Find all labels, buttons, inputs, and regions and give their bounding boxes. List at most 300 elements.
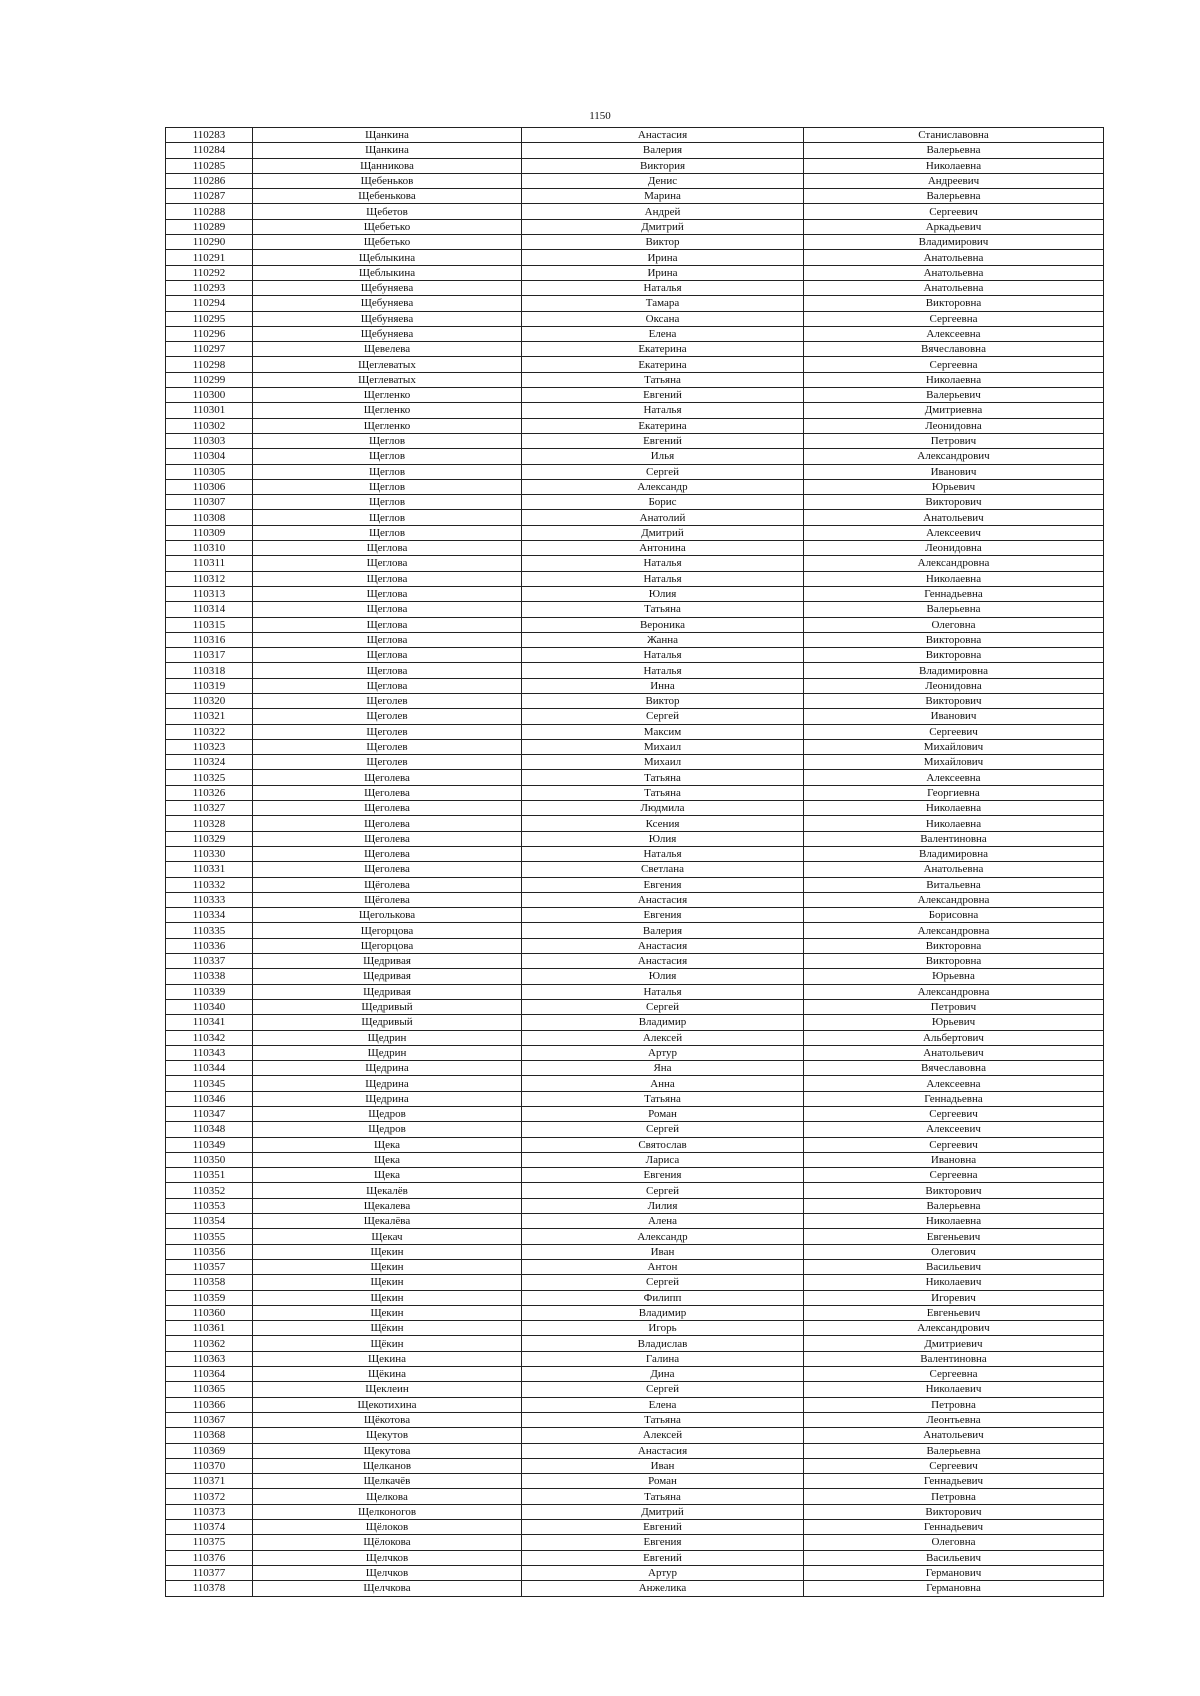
- table-row: [166, 357, 1104, 372]
- first-name-cell: Анастасия: [522, 128, 804, 143]
- surname-cell: Щедров: [253, 1122, 522, 1137]
- table-row: [166, 1107, 1104, 1122]
- record-number-cell: 110298: [166, 357, 253, 372]
- first-name-cell: Наталья: [522, 846, 804, 861]
- patronymic-cell: Николаевна: [804, 158, 1104, 173]
- surname-cell: Щёкина: [253, 1367, 522, 1382]
- first-name-cell: Наталья: [522, 984, 804, 999]
- record-number-cell: 110332: [166, 877, 253, 892]
- first-name-cell: Наталья: [522, 403, 804, 418]
- surname-cell: Щеглов: [253, 525, 522, 540]
- first-name-cell: Артур: [522, 1045, 804, 1060]
- patronymic-cell: Валерьевна: [804, 143, 1104, 158]
- record-number-cell: 110325: [166, 770, 253, 785]
- record-number-cell: 110307: [166, 495, 253, 510]
- surname-cell: Щёкотова: [253, 1412, 522, 1427]
- table-row: [166, 464, 1104, 479]
- first-name-cell: Инна: [522, 678, 804, 693]
- first-name-cell: Виктор: [522, 693, 804, 708]
- first-name-cell: Евгения: [522, 877, 804, 892]
- surname-cell: Щедривая: [253, 969, 522, 984]
- surname-cell: Щанникова: [253, 158, 522, 173]
- first-name-cell: Денис: [522, 173, 804, 188]
- patronymic-cell: Владимировна: [804, 846, 1104, 861]
- first-name-cell: Евгения: [522, 908, 804, 923]
- first-name-cell: Евгений: [522, 1550, 804, 1565]
- table-row: [166, 1076, 1104, 1091]
- record-number-cell: 110290: [166, 235, 253, 250]
- patronymic-cell: Олегович: [804, 1244, 1104, 1259]
- first-name-cell: Сергей: [522, 999, 804, 1014]
- record-number-cell: 110346: [166, 1091, 253, 1106]
- patronymic-cell: Борисовна: [804, 908, 1104, 923]
- record-number-cell: 110354: [166, 1214, 253, 1229]
- record-number-cell: 110297: [166, 342, 253, 357]
- table-row: [166, 158, 1104, 173]
- patronymic-cell: Сергеевна: [804, 1168, 1104, 1183]
- record-number-cell: 110324: [166, 755, 253, 770]
- table-row: [166, 1458, 1104, 1473]
- patronymic-cell: Вячеславовна: [804, 1061, 1104, 1076]
- record-number-cell: 110363: [166, 1351, 253, 1366]
- table-row: [166, 1259, 1104, 1274]
- record-number-cell: 110348: [166, 1122, 253, 1137]
- surname-cell: Щеголев: [253, 724, 522, 739]
- table-row: [166, 1336, 1104, 1351]
- first-name-cell: Наталья: [522, 556, 804, 571]
- patronymic-cell: Станиславовна: [804, 128, 1104, 143]
- table-row: [166, 1382, 1104, 1397]
- surname-cell: Щекин: [253, 1244, 522, 1259]
- record-number-cell: 110315: [166, 617, 253, 632]
- first-name-cell: Сергей: [522, 1382, 804, 1397]
- table-row: [166, 785, 1104, 800]
- patronymic-cell: Юрьевич: [804, 479, 1104, 494]
- first-name-cell: Светлана: [522, 862, 804, 877]
- patronymic-cell: Анатольевна: [804, 265, 1104, 280]
- record-number-cell: 110369: [166, 1443, 253, 1458]
- surname-cell: Щеголев: [253, 693, 522, 708]
- patronymic-cell: Алексеевна: [804, 770, 1104, 785]
- surname-cell: Щекина: [253, 1351, 522, 1366]
- table-row: [166, 892, 1104, 907]
- first-name-cell: Евгений: [522, 388, 804, 403]
- record-number-cell: 110372: [166, 1489, 253, 1504]
- surname-cell: Щеголев: [253, 709, 522, 724]
- first-name-cell: Алексей: [522, 1428, 804, 1443]
- patronymic-cell: Сергеевич: [804, 1458, 1104, 1473]
- patronymic-cell: Иванович: [804, 464, 1104, 479]
- first-name-cell: Дмитрий: [522, 219, 804, 234]
- patronymic-cell: Сергеевна: [804, 357, 1104, 372]
- table-row: [166, 846, 1104, 861]
- table-row: [166, 816, 1104, 831]
- surname-cell: Щекотихина: [253, 1397, 522, 1412]
- patronymic-cell: Юрьевна: [804, 969, 1104, 984]
- first-name-cell: Александр: [522, 479, 804, 494]
- record-number-cell: 110349: [166, 1137, 253, 1152]
- record-number-cell: 110293: [166, 280, 253, 295]
- first-name-cell: Татьяна: [522, 602, 804, 617]
- record-number-cell: 110367: [166, 1412, 253, 1427]
- record-number-cell: 110329: [166, 831, 253, 846]
- table-row: [166, 418, 1104, 433]
- patronymic-cell: Алексеевна: [804, 1076, 1104, 1091]
- record-number-cell: 110299: [166, 372, 253, 387]
- patronymic-cell: Анатольевич: [804, 510, 1104, 525]
- table-row: [166, 250, 1104, 265]
- surname-cell: Щека: [253, 1152, 522, 1167]
- first-name-cell: Виктория: [522, 158, 804, 173]
- table-row: [166, 204, 1104, 219]
- first-name-cell: Артур: [522, 1565, 804, 1580]
- surname-cell: Щеголева: [253, 801, 522, 816]
- patronymic-cell: Викторовна: [804, 296, 1104, 311]
- table-row: [166, 388, 1104, 403]
- record-number-cell: 110284: [166, 143, 253, 158]
- record-number-cell: 110340: [166, 999, 253, 1014]
- patronymic-cell: Анатольевна: [804, 862, 1104, 877]
- first-name-cell: Андрей: [522, 204, 804, 219]
- surname-cell: Щедривый: [253, 1015, 522, 1030]
- patronymic-cell: Николаевна: [804, 801, 1104, 816]
- first-name-cell: Антон: [522, 1259, 804, 1274]
- surname-cell: Щеглова: [253, 541, 522, 556]
- record-number-cell: 110347: [166, 1107, 253, 1122]
- table-row: [166, 1244, 1104, 1259]
- table-row: [166, 663, 1104, 678]
- table-row: [166, 1428, 1104, 1443]
- surname-cell: Щедривая: [253, 954, 522, 969]
- first-name-cell: Евгений: [522, 433, 804, 448]
- table-row: [166, 586, 1104, 601]
- table-row: [166, 541, 1104, 556]
- record-number-cell: 110320: [166, 693, 253, 708]
- surname-cell: Щеголева: [253, 816, 522, 831]
- record-number-cell: 110285: [166, 158, 253, 173]
- surname-cell: Щекалёва: [253, 1214, 522, 1229]
- surname-cell: Щекутова: [253, 1443, 522, 1458]
- table-row: [166, 648, 1104, 663]
- table-row: [166, 1091, 1104, 1106]
- table-row: [166, 739, 1104, 754]
- record-number-cell: 110303: [166, 433, 253, 448]
- first-name-cell: Валерия: [522, 923, 804, 938]
- patronymic-cell: Алексеевна: [804, 326, 1104, 341]
- record-number-cell: 110357: [166, 1259, 253, 1274]
- record-number-cell: 110326: [166, 785, 253, 800]
- table-row: [166, 143, 1104, 158]
- patronymic-cell: Анатольевич: [804, 1428, 1104, 1443]
- patronymic-cell: Александрович: [804, 1321, 1104, 1336]
- patronymic-cell: Валерьевна: [804, 1443, 1104, 1458]
- patronymic-cell: Викторович: [804, 1504, 1104, 1519]
- record-number-cell: 110352: [166, 1183, 253, 1198]
- surname-cell: Щедрин: [253, 1045, 522, 1060]
- first-name-cell: Марина: [522, 189, 804, 204]
- record-number-cell: 110286: [166, 173, 253, 188]
- surname-cell: Щекин: [253, 1259, 522, 1274]
- table-row: [166, 495, 1104, 510]
- first-name-cell: Филипп: [522, 1290, 804, 1305]
- record-number-cell: 110312: [166, 571, 253, 586]
- patronymic-cell: Альбертович: [804, 1030, 1104, 1045]
- table-row: [166, 969, 1104, 984]
- patronymic-cell: Николаевич: [804, 1275, 1104, 1290]
- record-number-cell: 110322: [166, 724, 253, 739]
- table-row: [166, 1168, 1104, 1183]
- surname-cell: Щёголева: [253, 877, 522, 892]
- first-name-cell: Галина: [522, 1351, 804, 1366]
- surname-cell: Щанкина: [253, 143, 522, 158]
- first-name-cell: Юлия: [522, 586, 804, 601]
- record-number-cell: 110283: [166, 128, 253, 143]
- patronymic-cell: Петровна: [804, 1489, 1104, 1504]
- table-row: [166, 128, 1104, 143]
- first-name-cell: Жанна: [522, 632, 804, 647]
- surname-cell: Щекач: [253, 1229, 522, 1244]
- patronymic-cell: Николаевна: [804, 571, 1104, 586]
- record-number-cell: 110287: [166, 189, 253, 204]
- table-row: [166, 1305, 1104, 1320]
- table-row: [166, 1183, 1104, 1198]
- surname-cell: Щебеньков: [253, 173, 522, 188]
- first-name-cell: Роман: [522, 1474, 804, 1489]
- first-name-cell: Анастасия: [522, 938, 804, 953]
- surname-cell: Щеглова: [253, 602, 522, 617]
- first-name-cell: Владимир: [522, 1305, 804, 1320]
- record-number-cell: 110292: [166, 265, 253, 280]
- record-number-cell: 110359: [166, 1290, 253, 1305]
- first-name-cell: Екатерина: [522, 418, 804, 433]
- first-name-cell: Евгений: [522, 1520, 804, 1535]
- first-name-cell: Дмитрий: [522, 525, 804, 540]
- table-row: [166, 724, 1104, 739]
- table-row: [166, 571, 1104, 586]
- surname-cell: Щекин: [253, 1305, 522, 1320]
- first-name-cell: Борис: [522, 495, 804, 510]
- first-name-cell: Сергей: [522, 464, 804, 479]
- registry-table: [165, 127, 1104, 1597]
- table-row: [166, 403, 1104, 418]
- table-row: [166, 235, 1104, 250]
- surname-cell: Щедрина: [253, 1076, 522, 1091]
- surname-cell: Щанкина: [253, 128, 522, 143]
- surname-cell: Щёлокова: [253, 1535, 522, 1550]
- patronymic-cell: Ивановна: [804, 1152, 1104, 1167]
- table-row: [166, 311, 1104, 326]
- first-name-cell: Елена: [522, 1397, 804, 1412]
- surname-cell: Щелканов: [253, 1458, 522, 1473]
- patronymic-cell: Анатольевна: [804, 250, 1104, 265]
- first-name-cell: Анастасия: [522, 954, 804, 969]
- record-number-cell: 110366: [166, 1397, 253, 1412]
- patronymic-cell: Олеговна: [804, 617, 1104, 632]
- first-name-cell: Татьяна: [522, 1091, 804, 1106]
- first-name-cell: Наталья: [522, 663, 804, 678]
- first-name-cell: Александр: [522, 1229, 804, 1244]
- surname-cell: Щегленко: [253, 418, 522, 433]
- patronymic-cell: Сергеевич: [804, 724, 1104, 739]
- patronymic-cell: Игоревич: [804, 1290, 1104, 1305]
- record-number-cell: 110370: [166, 1458, 253, 1473]
- first-name-cell: Дмитрий: [522, 1504, 804, 1519]
- record-number-cell: 110306: [166, 479, 253, 494]
- table-row: [166, 831, 1104, 846]
- record-number-cell: 110301: [166, 403, 253, 418]
- first-name-cell: Лилия: [522, 1198, 804, 1213]
- surname-cell: Щеголькова: [253, 908, 522, 923]
- record-number-cell: 110375: [166, 1535, 253, 1550]
- first-name-cell: Сергей: [522, 1275, 804, 1290]
- first-name-cell: Татьяна: [522, 372, 804, 387]
- patronymic-cell: Витальевна: [804, 877, 1104, 892]
- patronymic-cell: Аркадьевич: [804, 219, 1104, 234]
- first-name-cell: Оксана: [522, 311, 804, 326]
- first-name-cell: Татьяна: [522, 785, 804, 800]
- table-row: [166, 326, 1104, 341]
- patronymic-cell: Валентиновна: [804, 831, 1104, 846]
- table-row: [166, 617, 1104, 632]
- table-row: [166, 1152, 1104, 1167]
- patronymic-cell: Петрович: [804, 433, 1104, 448]
- patronymic-cell: Анатольевна: [804, 280, 1104, 295]
- surname-cell: Щеглова: [253, 678, 522, 693]
- surname-cell: Щекутов: [253, 1428, 522, 1443]
- first-name-cell: Наталья: [522, 280, 804, 295]
- surname-cell: Щеголев: [253, 755, 522, 770]
- record-number-cell: 110350: [166, 1152, 253, 1167]
- table-row: [166, 709, 1104, 724]
- record-number-cell: 110341: [166, 1015, 253, 1030]
- first-name-cell: Лариса: [522, 1152, 804, 1167]
- table-row: [166, 280, 1104, 295]
- table-row: [166, 984, 1104, 999]
- first-name-cell: Яна: [522, 1061, 804, 1076]
- patronymic-cell: Анатольевич: [804, 1045, 1104, 1060]
- surname-cell: Щегленко: [253, 388, 522, 403]
- patronymic-cell: Викторович: [804, 1183, 1104, 1198]
- surname-cell: Щекалёв: [253, 1183, 522, 1198]
- table-row: [166, 189, 1104, 204]
- table-row: [166, 1397, 1104, 1412]
- record-number-cell: 110365: [166, 1382, 253, 1397]
- patronymic-cell: Леонидовна: [804, 418, 1104, 433]
- patronymic-cell: Евгеньевич: [804, 1229, 1104, 1244]
- first-name-cell: Роман: [522, 1107, 804, 1122]
- first-name-cell: Евгения: [522, 1168, 804, 1183]
- patronymic-cell: Сергеевна: [804, 1367, 1104, 1382]
- surname-cell: Щедрина: [253, 1091, 522, 1106]
- table-row: [166, 556, 1104, 571]
- first-name-cell: Максим: [522, 724, 804, 739]
- first-name-cell: Татьяна: [522, 770, 804, 785]
- surname-cell: Щеблыкина: [253, 265, 522, 280]
- first-name-cell: Анастасия: [522, 892, 804, 907]
- table-row: [166, 1321, 1104, 1336]
- patronymic-cell: Олеговна: [804, 1535, 1104, 1550]
- table-row: [166, 770, 1104, 785]
- record-number-cell: 110321: [166, 709, 253, 724]
- patronymic-cell: Леонтьевна: [804, 1412, 1104, 1427]
- table-row: [166, 693, 1104, 708]
- first-name-cell: Игорь: [522, 1321, 804, 1336]
- first-name-cell: Анна: [522, 1076, 804, 1091]
- first-name-cell: Анастасия: [522, 1443, 804, 1458]
- patronymic-cell: Александрович: [804, 449, 1104, 464]
- surname-cell: Щедривый: [253, 999, 522, 1014]
- patronymic-cell: Вячеславовна: [804, 342, 1104, 357]
- surname-cell: Щеголева: [253, 831, 522, 846]
- first-name-cell: Михаил: [522, 739, 804, 754]
- first-name-cell: Анжелика: [522, 1581, 804, 1596]
- record-number-cell: 110317: [166, 648, 253, 663]
- surname-cell: Щекин: [253, 1290, 522, 1305]
- patronymic-cell: Владимирович: [804, 235, 1104, 250]
- surname-cell: Щеглов: [253, 464, 522, 479]
- record-number-cell: 110309: [166, 525, 253, 540]
- surname-cell: Щегорцова: [253, 938, 522, 953]
- surname-cell: Щеглова: [253, 632, 522, 647]
- patronymic-cell: Владимировна: [804, 663, 1104, 678]
- table-row: [166, 265, 1104, 280]
- table-row: [166, 372, 1104, 387]
- surname-cell: Щеголева: [253, 846, 522, 861]
- table-row: [166, 449, 1104, 464]
- table-row: [166, 1535, 1104, 1550]
- first-name-cell: Владимир: [522, 1015, 804, 1030]
- table-row: [166, 296, 1104, 311]
- surname-cell: Щёкин: [253, 1336, 522, 1351]
- record-number-cell: 110305: [166, 464, 253, 479]
- table-row: [166, 908, 1104, 923]
- table-row: [166, 479, 1104, 494]
- surname-cell: Щебуняева: [253, 311, 522, 326]
- table-row: [166, 1275, 1104, 1290]
- record-number-cell: 110288: [166, 204, 253, 219]
- record-number-cell: 110291: [166, 250, 253, 265]
- table-row: [166, 173, 1104, 188]
- record-number-cell: 110334: [166, 908, 253, 923]
- patronymic-cell: Сергеевич: [804, 1107, 1104, 1122]
- patronymic-cell: Андреевич: [804, 173, 1104, 188]
- surname-cell: Щеголева: [253, 785, 522, 800]
- record-number-cell: 110351: [166, 1168, 253, 1183]
- record-number-cell: 110314: [166, 602, 253, 617]
- record-number-cell: 110319: [166, 678, 253, 693]
- first-name-cell: Иван: [522, 1244, 804, 1259]
- first-name-cell: Илья: [522, 449, 804, 464]
- surname-cell: Щекин: [253, 1275, 522, 1290]
- first-name-cell: Сергей: [522, 709, 804, 724]
- patronymic-cell: Геннадьевич: [804, 1520, 1104, 1535]
- patronymic-cell: Валерьевна: [804, 1198, 1104, 1213]
- surname-cell: Щеглова: [253, 571, 522, 586]
- surname-cell: Щебетько: [253, 219, 522, 234]
- surname-cell: Щебенькова: [253, 189, 522, 204]
- first-name-cell: Владислав: [522, 1336, 804, 1351]
- record-number-cell: 110376: [166, 1550, 253, 1565]
- surname-cell: Щёкин: [253, 1321, 522, 1336]
- first-name-cell: Ирина: [522, 250, 804, 265]
- record-number-cell: 110316: [166, 632, 253, 647]
- surname-cell: Щебуняева: [253, 326, 522, 341]
- record-number-cell: 110373: [166, 1504, 253, 1519]
- table-row: [166, 1061, 1104, 1076]
- patronymic-cell: Иванович: [804, 709, 1104, 724]
- table-row: [166, 1443, 1104, 1458]
- surname-cell: Щеглова: [253, 556, 522, 571]
